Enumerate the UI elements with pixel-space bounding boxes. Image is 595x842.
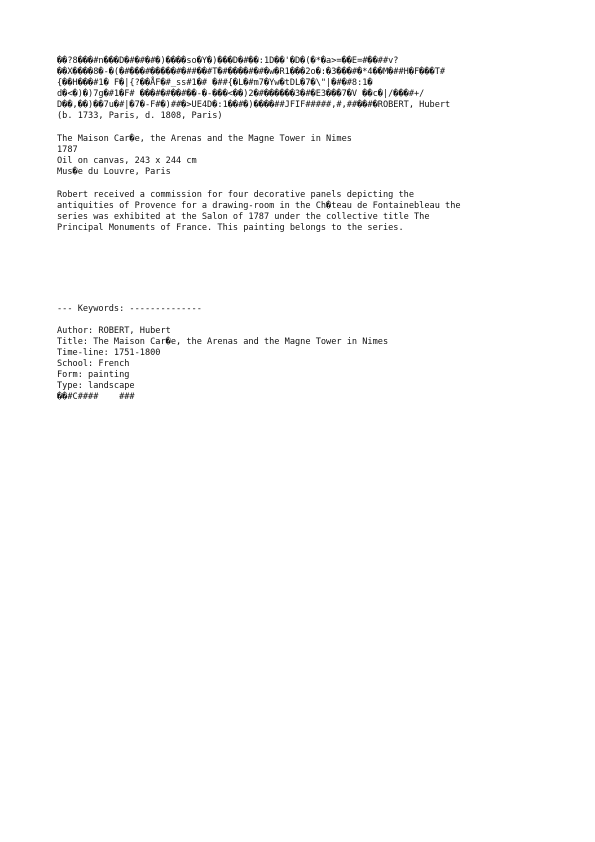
- keyword-timeline: Time-line: 1751-1800: [57, 348, 161, 358]
- garbled-line-2: ��X����8�-�(�#���#�����#�##��#T�#����#�#�w�R1���2o�:�3���#�*4��M�##H�F���T#: [57, 67, 446, 77]
- garbled-line-1: ��?8���#n���D�#�#�#�)����so�Y�)���D�#��:1D��'�D�(�*�a>=��E=#��##v?: [57, 56, 399, 66]
- garbled-line-5: D��,��)��7u�#|�7�-F#�)##�>UE4D�:1��#�)����##JFIF#####,#,##��#�ROBERT, Hubert: [57, 100, 451, 110]
- keyword-type: Type: landscape: [57, 381, 135, 391]
- artwork-year: 1787: [57, 145, 78, 155]
- artwork-title: The Maison Car�e, the Arenas and the Magne Tower in Nimes: [57, 134, 352, 144]
- keywords-header: --- Keywords: --------------: [57, 304, 202, 314]
- keyword-school: School: French: [57, 359, 130, 369]
- description-line-1: Robert received a commission for four decorative panels depicting the: [57, 190, 414, 200]
- keyword-title: Title: The Maison Car�e, the Arenas and the Magne Tower in Nimes: [57, 337, 389, 347]
- artist-life-dates: (b. 1733, Paris, d. 1808, Paris): [57, 111, 223, 121]
- artwork-location: Mus�e du Louvre, Paris: [57, 167, 171, 177]
- garbled-trailer: ��#C#### ###: [57, 392, 135, 402]
- garbled-line-3: {��H���#1� F�|{?��ÅF�#_ss#1�# �##{�L�#m7�Yw�tDL�7�\"|�#�#8:1�: [57, 78, 373, 88]
- description-line-4: Principal Monuments of France. This painting belongs to the series.: [57, 223, 404, 233]
- description-line-2: antiquities of Provence for a drawing-room in the Ch�teau de Fontainebleau the: [57, 201, 461, 211]
- artwork-medium: Oil on canvas, 243 x 244 cm: [57, 156, 197, 166]
- keyword-form: Form: painting: [57, 370, 130, 380]
- garbled-line-4: d�<�)�)7g�#1�F# ���#�#��#��-�-���<��)2�#������3�#�E3���7�V ��c�|/���#+/: [57, 89, 425, 99]
- keyword-author: Author: ROBERT, Hubert: [57, 326, 171, 336]
- description-line-3: series was exhibited at the Salon of 1787 under the collective title The: [57, 212, 430, 222]
